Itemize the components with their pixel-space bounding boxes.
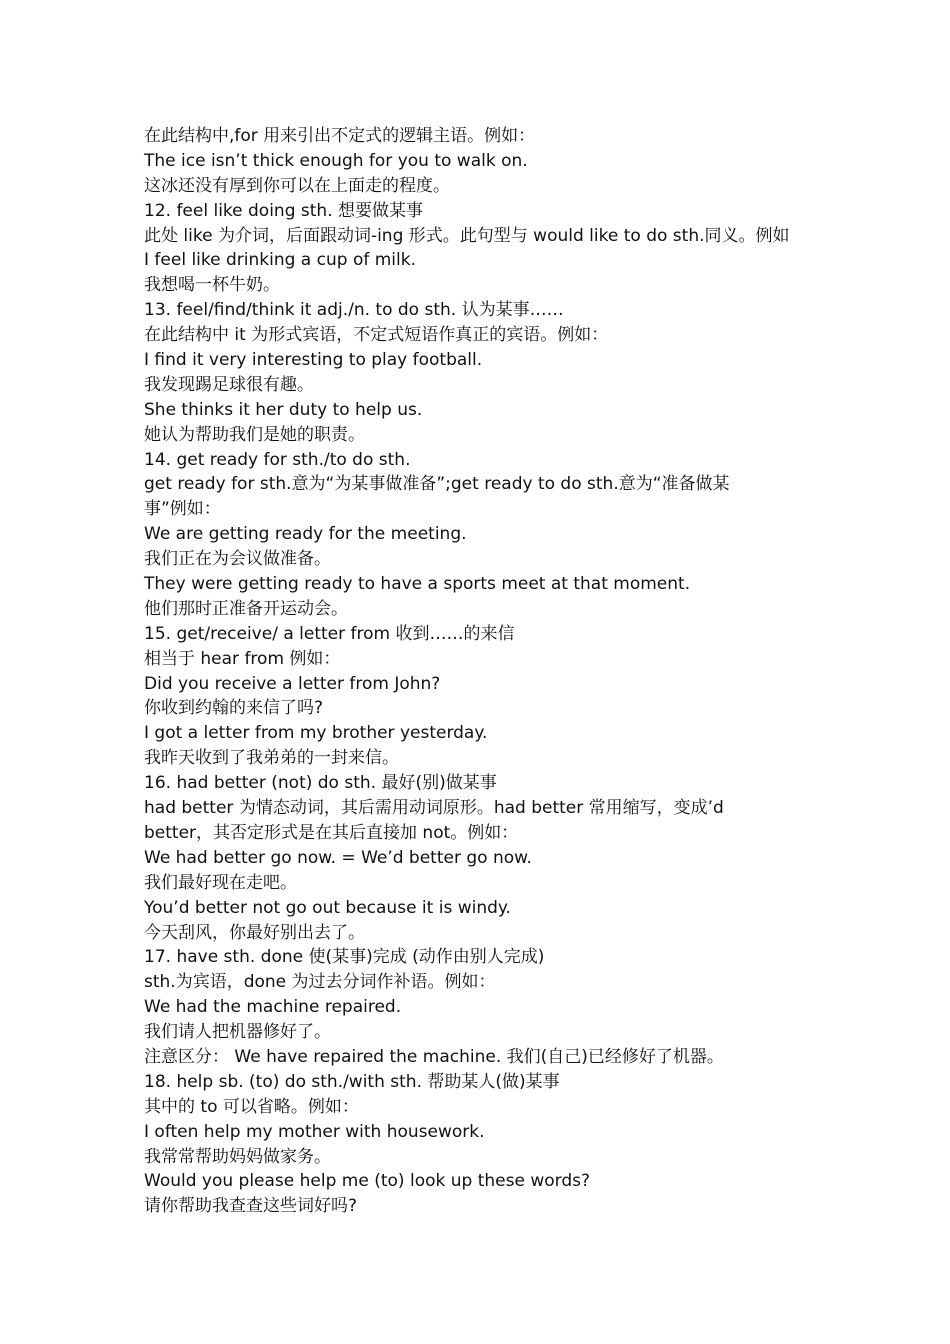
text-line: We are getting ready for the meeting. [144,524,467,545]
section-heading: 15. get/receive/ a letter from 收到……的来信 [144,623,515,644]
text-line: Did you receive a letter from John? [144,673,441,694]
text-line: 其中的 to 可以省略。例如： [144,1096,359,1117]
text-line: 我们正在为会议做准备。 [144,549,331,570]
document-body [144,124,824,1219]
text-line: 我常常帮助妈妈做家务。 [144,1146,331,1167]
text-line: You’d better not go out because it is windy. [144,897,511,918]
text-line: She thinks it her duty to help us. [144,399,423,420]
text-line: 今天刮风，你最好别出去了。 [144,922,365,943]
text-line: get ready for sth.意为“为某事做准备”;get ready to do sth.意为“准备做某 [144,474,730,495]
section-heading: 12. feel like doing sth. 想要做某事 [144,200,424,221]
text-line: 他们那时正准备开运动会。 [144,598,348,619]
text-line: 注意区分： We have repaired the machine. 我们(自己)已经修好了机器。 [144,1046,724,1067]
text-line: 在此结构中,for 用来引出不定式的逻辑主语。例如： [144,126,536,146]
text-line: had better 为情态动词，其后需用动词原形。had better 常用缩写，变成’d [144,798,724,819]
text-line: I feel like drinking a cup of milk. [144,250,416,271]
text-line: We had better go now. = We’d better go now. [144,847,532,868]
text-line: 请你帮助我查查这些词好吗? [144,1196,358,1217]
section-heading: 17. have sth. done 使(某事)完成 (动作由别人完成) [144,947,545,968]
section-heading: 14. get ready for sth./to do sth. [144,449,411,470]
section-heading: 18. help sb. (to) do sth./with sth. 帮助某人(做)某事 [144,1071,560,1092]
text-line: 我昨天收到了我弟弟的一封来信。 [144,748,399,769]
section-heading: 13. feel/find/think it adj./n. to do sth. 认为某事…… [144,300,564,321]
text-line: We had the machine repaired. [144,997,402,1018]
text-line: I often help my mother with housework. [144,1121,485,1142]
text-line: 我想喝一杯牛奶。 [144,275,280,296]
text-line: I got a letter from my brother yesterday. [144,723,488,744]
text-line: 我们最好现在走吧。 [144,872,297,893]
text-line: 在此结构中 it 为形式宾语，不定式短语作真正的宾语。例如： [144,325,609,346]
text-line: The ice isn’t thick enough for you to walk on. [144,150,528,171]
text-line: 我们请人把机器修好了。 [144,1022,331,1043]
text-line: 她认为帮助我们是她的职责。 [144,424,365,445]
text-line: They were getting ready to have a sports meet at that moment. [144,574,691,595]
text-line: 你收到约翰的来信了吗? [144,698,324,719]
text-line: 我发现踢足球很有趣。 [144,374,314,395]
text-line: better，其否定形式是在其后直接加 not。例如： [144,822,519,843]
text-line: 相当于 hear from 例如： [144,648,341,669]
text-line: Would you please help me (to) look up these words? [144,1171,590,1192]
text-line: I find it very interesting to play football. [144,350,483,371]
section-heading: 16. had better (not) do sth. 最好(别)做某事 [144,773,497,794]
text-line: 此处 like 为介词，后面跟动词-ing 形式。此句型与 would like to do sth.同义。例如 [144,225,790,246]
text-line: sth.为宾语，done 为过去分词作补语。例如： [144,972,496,993]
text-line: 事”例如： [144,499,221,520]
text-line: 这冰还没有厚到你可以在上面走的程度。 [144,175,450,196]
